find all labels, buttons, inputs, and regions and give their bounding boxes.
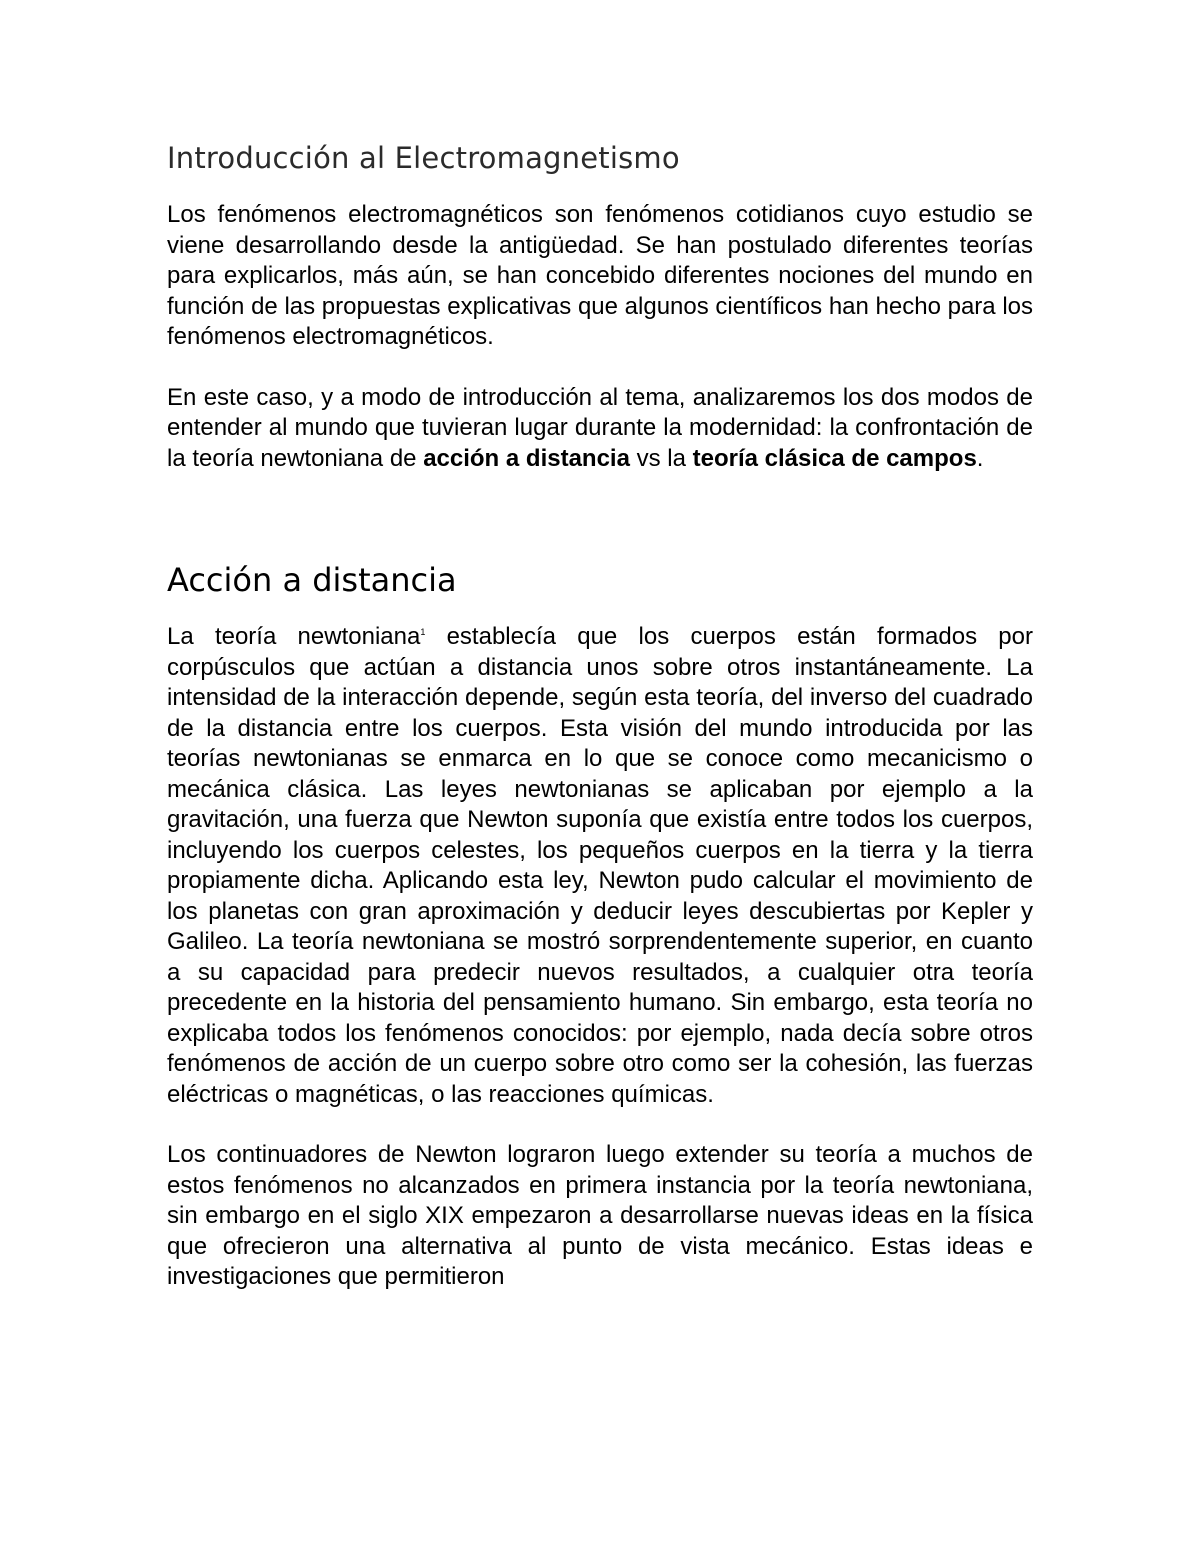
second-paragraph-text-after: . [976, 444, 984, 472]
footnote-marker[interactable]: 1 [420, 627, 426, 637]
second-paragraph-text-middle: vs la [629, 444, 693, 472]
section-paragraph-1-lead: La teoría newtoniana [167, 623, 421, 650]
second-paragraph-text-before: En este caso, y a modo de introducción al tema, analizaremos los dos modos de entender al mundo que tuvieran lugar durante la modernidad: la confrontación de la teoría newtoniana de [167, 383, 1033, 472]
document-body [167, 138, 1033, 1293]
section-paragraph-1 [167, 622, 1033, 1110]
section-heading: Acción a distancia [167, 561, 457, 599]
document-title: Introducción al Electromagnetismo [167, 141, 680, 175]
section-paragraph-1-rest: establecía que los cuerpos están formados por corpúsculos que actúan a distancia unos sobre otros instantáneamente. La intensidad de la interacción depende, según esta teoría, del inverso del cuadrado de la distancia entre los cuerpos. Esta visión del mundo introducida por las teorías newtonianas se enmarca en lo que se conoce como mecanicismo o mecánica clásica. Las leyes newtonianas se aplicaban por ejemplo a la gravitación, una fuerza que Newton suponía que existía entre todos los cuerpos, incluyendo los cuerpos celestes, los pequeños cuerpos en la tierra y la tierra propiamente dicha. Aplicando esta ley, Newton pudo calcular el movimiento de los planetas con gran aproximación y deducir leyes descubiertas por Kepler y Galileo. La teoría newtoniana se mostró sorprendentemente superior, en cuanto a su capacidad para predecir nuevos resultados, a cualquier otra teoría precedente en la historia del pensamiento humano. Sin embargo, esta teoría no explicaba todos los fenómenos conocidos: por ejemplo, nada decía sobre otros fenómenos de acción de un cuerpo sobre otro como ser la cohesión, las fuerzas eléctricas o magnéticas, o las reacciones químicas. [167, 623, 1033, 1108]
section-paragraph-2: Los continuadores de Newton lograron luego extender su teoría a muchos de estos fenómenos no alcanzados en primera instancia por la teoría newtoniana, sin embargo en el siglo XIX empezaron a desarrollarse nuevas ideas en la física que ofrecieron una alternativa al punto de vista mecánico. Estas ideas e investigaciones que permitieron [167, 1141, 1033, 1290]
bold-term-action-at-distance: acción a distancia [423, 444, 630, 472]
second-paragraph [167, 383, 1033, 475]
bold-term-classical-field-theory: teoría clásica de campos [692, 444, 977, 472]
intro-paragraph: Los fenómenos electromagnéticos son fenómenos cotidianos cuyo estudio se viene desarrollando desde la antigüedad. Se han postulado diferentes teorías para explicarlos, más aún, se han concebido diferentes nociones del mundo en función de las propuestas explicativas que algunos científicos han hecho para los fenómenos electromagnéticos. [167, 201, 1033, 350]
